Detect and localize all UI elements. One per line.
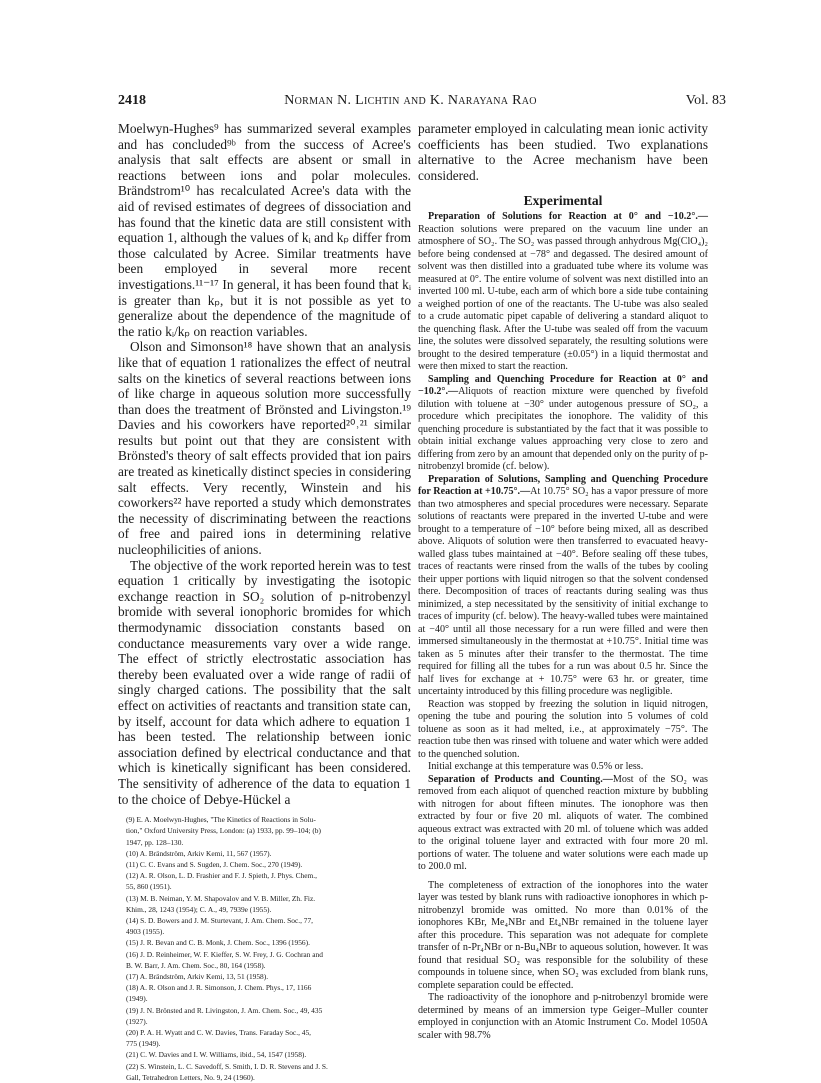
run-in-heading: Sampling and Quenching Procedure for Reaction at 0° and −10.2°.—: [418, 373, 708, 398]
paragraph-initial-exchange: Initial exchange at this temperature was 0.5% or less.: [428, 761, 644, 773]
run-in-heading: Preparation of Solutions for Reaction at 0° and −10.2°.—: [428, 211, 708, 223]
run-in-heading: Separation of Products and Counting.—: [428, 773, 613, 785]
paragraph-objective: The objective of the work reported herein was to test equation 1 critically by investigating the isotopic exchange reaction in SO₂ solution of p-nitrobenzyl bromide with several ionophoric bromides for which thermodynamic dissociation constants based on conductance measurements vary over a wide range. The effect of strictly electrostatic association has thereby been evaluated over a wide range of radii of singly charged cations. The possibility that the salt effect on activities of reactants and transition state can, by itself, account for data which adhere to equation 1 has been tested. The relationship between ionic association defined by electrical conductance and that which is kinetically significant has been considered. The sensitivity of adherence of the data to equation 1 to the choice of Debye-Hückel a: [118, 557, 411, 807]
paragraph-moelwyn-hughes: Moelwyn-Hughes⁹ has summarized several examples and has concluded⁹ᵇ from the success of Acree's analysis that salt effects are absent or small in reactions between ions and polar molecules. Brändstrom¹⁰ has recalculated Acree's data with the aid of revised estimates of degrees of dissociation and has found that the kinetic data are still consistent with equation 1, although the values of kᵢ and kₚ differ from those calculated by Acree. Similar treatments have been employed in several more recent investigations.¹¹⁻¹⁷ In general, it has been found that kᵢ is greater than kₚ, but it is not possible as yet to generalize about the dependence of the magnitude of the ratio kᵢ/kₚ on reaction variables.: [118, 121, 411, 339]
footnote-line: (17) A. Brändström, Arkiv Kemi, 13, 51 (1958).: [126, 971, 269, 981]
paragraph-preparation-high-temp: [418, 474, 708, 699]
paragraph-radioactivity: The radioactivity of the ionophore and p-nitrobenzyl bromide were determined by means of an immersion type Geiger–Muller counter employed in conjunction with an Atomic Instrument Co. Model 1050A scaler with 98.7%: [418, 992, 708, 1041]
paragraph-text: At 10.75° SO₂ has a vapor pressure of more than two atmospheres and special procedures were necessary. Separate solutions of reactants were prepared in the inverted U-tube and were brought to a temperature of −10° before being mixed, all as described above. Aliquots of solution were then transferred to evacuated heavy-walled glass tubes maintained at −40°. Before sealing off these tubes, traces of reactants were rinsed from the walls of the tubes by cooling their upper portions with liquid nitrogen so that the solvent condensed there. Decomposition of traces of reactants during sealing was thus minimized, a step necessitated by the sensitivity of initial exchange to traces of impurity (cf. below). The heavy-walled tubes were maintained at −40° until all those necessary for a run were filled and were then immersed simultaneously in the thermostat at +10.75°. Initial time was taken as 5 minutes after their transfer to the thermostat. The time required for filling all the tubes for a run was about 0.5 hr. Since the half lives for exchange at + 10.75° were 63 hr. or greater, time uncertainty introduced by this filling procedure was negligible.: [418, 486, 708, 698]
footnote-line: (1927).: [126, 1016, 148, 1026]
footnote-line: (22) S. Winstein, L. C. Savedoff, S. Smith, I. D. R. Stevens and J. S.: [126, 1061, 328, 1071]
running-authors: Norman N. Lichtin and K. Narayana Rao: [284, 93, 537, 108]
paragraph-continued: parameter employed in calculating mean ionic activity coefficients has been studied. Two explanations alternative to the Acree mechanism have been considered.: [418, 121, 708, 183]
footnote-line: 4903 (1955).: [126, 927, 165, 937]
footnotes: [118, 814, 411, 1083]
footnote-line: (20) P. A. H. Wyatt and C. W. Davies, Trans. Faraday Soc., 45,: [126, 1027, 311, 1037]
footnote-line: (18) A. R. Olson and J. R. Simonson, J. Chem. Phys., 17, 1166: [126, 983, 312, 993]
paragraph-sampling: [418, 374, 708, 474]
footnote-line: B. W. Barr, J. Am. Chem. Soc., 80, 164 (1958).: [126, 960, 266, 970]
paragraph-olson-simonson: Olson and Simonson¹⁸ have shown that an analysis like that of equation 1 rationalizes the effect of neutral salts on the kinetics of several reactions between ions of like charge in aqueous solution more successfully than does the treatment of Brönsted and Livingston.¹⁹ Davies and his coworkers have reported²⁰˒²¹ similar results but point out that they are consistent with Brönsted's theory of salt effects provided that ion pairs are treated as kinetically distinct species in considering salt effects. Very recently, Winstein and his coworkers²² have reported a study which demonstrates the necessity of discriminating between the reactions of free and paired ions in determining relative nucleophilicities of anions.: [118, 339, 411, 558]
paragraph-completeness: The completeness of extraction of the ionophores into the water layer was tested by blank runs with radioactive ionophores in which p-nitrobenzyl bromide was omitted. No more than 0.01% of the ionophores KBr, Me₄NBr and Et₄NBr remained in the toluene layer after this procedure. This separation was not adequate for complete transfer of n-Pr₄NBr or n-Bu₄NBr to aqueous solution, however. It was found that residual SO₂ was responsible for the solubility of these compounds in toluene since, when SO₂ was excluded from blank runs, complete separation could be effected.: [418, 879, 708, 991]
paragraph-text: Most of the SO₂ was removed from each aliquot of quenched reaction mixture by bubbling with nitrogen for about fifteen minutes. The ionophore was then extracted by four or five 20 ml. aliquots of water. The combined aqueous extract was extracted with 20 ml. of toluene which was added to the original toluene layer and extracted with four more 20 ml. portions of water. The toluene and water solutions were each made up to 200.0 ml.: [418, 773, 708, 873]
footnote-line: (16) J. D. Reinheimer, W. F. Kieffer, S. W. Frey, J. G. Cochran and: [126, 949, 323, 959]
footnote-line: (11) C. C. Evans and S. Sugden, J. Chem. Soc., 270 (1949).: [126, 859, 303, 869]
footnote-line: (21) C. W. Davies and I. W. Williams, ibid., 54, 1547 (1958).: [126, 1050, 307, 1060]
footnote-line: Gall, Tetrahedron Letters, No. 9, 24 (1960).: [126, 1072, 255, 1082]
section-heading-experimental: Experimental: [523, 193, 603, 209]
footnote-line: 55, 860 (1951).: [126, 882, 172, 892]
footnote-line: 775 (1949).: [126, 1039, 161, 1049]
paragraph-reaction-stop: Reaction was stopped by freezing the solution in liquid nitrogen, opening the tube and pouring the solution into 5 volumes of cold toluene as soon as it had melted, i.e., at approximately −75°. The reaction tube then was rinsed with toluene and water which were added to the quenched solution.: [418, 698, 708, 760]
run-in-heading: Preparation of Solutions, Sampling and Quenching Procedure for Reaction at +10.75°.—: [418, 473, 708, 498]
footnote-line: (14) S. D. Bowers and J. M. Sturtevant, J. Am. Chem. Soc., 77,: [126, 915, 314, 925]
paragraph-preparation: [418, 211, 708, 374]
paragraph-separation: [418, 774, 708, 874]
page-number: 2418: [118, 93, 146, 108]
footnote-line: 1947, pp. 128–130.: [126, 837, 184, 847]
footnote-line: Khim., 28, 1243 (1954); C. A., 49, 7939e (1955).: [126, 904, 272, 914]
footnote-line: tion," Oxford University Press, London: (a) 1933, pp. 99–104; (b): [126, 826, 321, 836]
left-column: [118, 121, 411, 1083]
right-column: [418, 121, 708, 1042]
footnote-line: (15) J. R. Bevan and C. B. Monk, J. Chem. Soc., 1396 (1956).: [126, 938, 310, 948]
paragraph-text: Aliquots of reaction mixture were quenched by fivefold dilution with toluene at −30° under autogenous pressure of SO₂, a procedure which precipitates the ionophore. The validity of this quenching procedure is substantiated by the fact that it was possible to obtain initial exchange values approaching very close to zero and differing from zero by an amount that depended only on the purity of p-nitrobenzyl bromide (cf. below).: [418, 386, 708, 473]
paragraph-text: Reaction solutions were prepared on the vacuum line under an atmosphere of SO₂. The SO₂ was passed through anhydrous Mg(ClO₄)₂ before being condensed at −78° and degassed. The desired amount of solvent was then distilled into a graduated tube where its volume was measured at 0°. The entire volume of solvent was next distilled into an inverted 100 ml. U-tube, each arm of which bore a side tube containing a weighed portion of one of the reactants. The U-tube was also sealed to a crude automatic pipet capable of delivering a standard aliquot to the quenching flask. After the U-tube was sealed off from the vacuum line, the solutes were dissolved separately, the resulting solutions were brought to the desired temperature (±0.05°) in a liquid thermostat and were then mixed to start the reaction.: [418, 223, 708, 373]
footnote-line: (13) M. B. Neiman, Y. M. Shapovalov and V. B. Miller, Zh. Fiz.: [126, 893, 316, 903]
footnote-line: (9) E. A. Moelwyn-Hughes, "The Kinetics of Reactions in Solu-: [126, 815, 316, 825]
footnote-line: (10) A. Brändström, Arkiv Kemi, 11, 567 (1957).: [126, 848, 272, 858]
footnote-line: (12) A. R. Olson, L. D. Frashier and F. J. Spieth, J. Phys. Chem.,: [126, 871, 317, 881]
footnote-line: (19) J. N. Brönsted and R. Livingston, J. Am. Chem. Soc., 49, 435: [126, 1005, 323, 1015]
volume-number: Vol. 83: [685, 93, 726, 108]
footnote-line: (1949).: [126, 994, 148, 1004]
